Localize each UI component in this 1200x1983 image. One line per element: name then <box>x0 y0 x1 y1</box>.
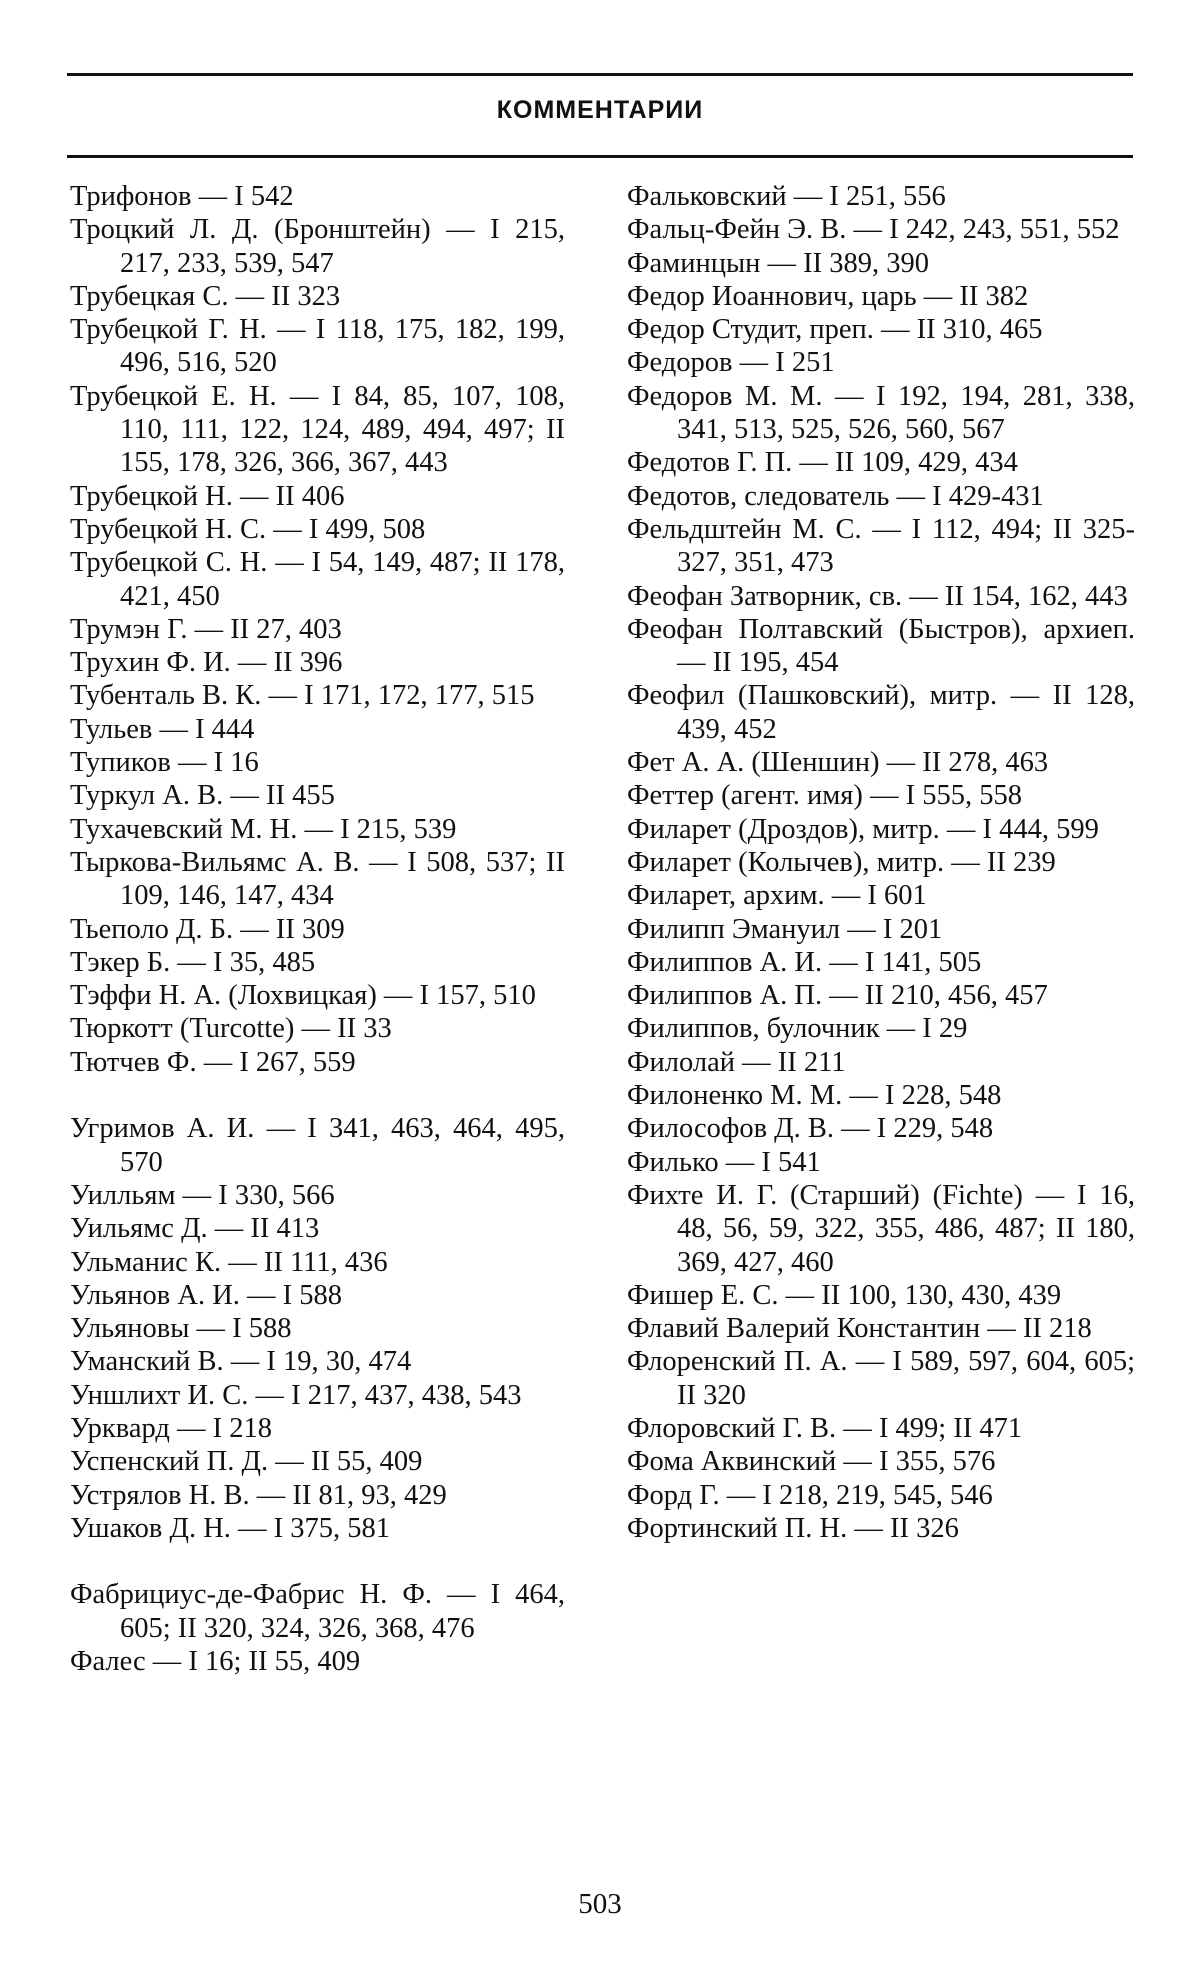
index-entry: Филарет (Колычев), митр. — II 239 <box>627 846 1056 878</box>
index-entry: Тьеполо Д. Б. — II 309 <box>70 913 345 945</box>
index-entry: Трубецкой Н. С. — I 499, 508 <box>70 513 426 545</box>
index-entry: Урквард — I 218 <box>70 1412 272 1444</box>
index-entry: Феофан Затворник, св. — II 154, 162, 443 <box>627 580 1128 612</box>
index-entry: Флоренский П. А. — I 589, 597, 604, 605; II 320 <box>627 1346 1135 1411</box>
index-entry: Уилльям — I 330, 566 <box>70 1179 335 1211</box>
index-entry: Трубецкая С. — II 323 <box>70 280 341 312</box>
index-entry: Филолай — II 211 <box>627 1046 846 1078</box>
index-entry: Успенский П. Д. — II 55, 409 <box>70 1446 423 1478</box>
index-entry: Фортинский П. Н. — II 326 <box>627 1512 959 1544</box>
index-entry: Филарет (Дроздов), митр. — I 444, 599 <box>627 813 1099 845</box>
index-entry: Федоров М. М. — I 192, 194, 281, 338, 341, 513, 525, 526, 560, 567 <box>627 380 1135 446</box>
index-entry: Феофан Полтавский (Быстров), архиеп. — II 195, 454 <box>627 613 1135 679</box>
index-entry: Фет А. А. (Шеншин) — II 278, 463 <box>627 747 1049 779</box>
page-number: 503 <box>578 1888 622 1920</box>
index-entry: Туркул А. В. — II 455 <box>70 780 335 812</box>
index-entry: Тэффи Н. А. (Лохвицкая) — I 157, 510 <box>70 980 536 1012</box>
index-entry: Феттер (агент. имя) — I 555, 558 <box>627 780 1023 812</box>
running-header: КОММЕНТАРИИ <box>496 96 704 124</box>
index-entry: Филипп Эмануил — I 201 <box>627 913 943 945</box>
index-entry: Федотов, следователь — I 429-431 <box>627 480 1044 512</box>
index-entry: Фальц-Фейн Э. В. — I 242, 243, 551, 552 <box>627 214 1120 246</box>
index-entry: Флоровский Г. В. — I 499; II 471 <box>627 1412 1023 1444</box>
index-entry: Тэкер Б. — I 35, 485 <box>70 946 316 978</box>
index-entry: Филиппов А. П. — II 210, 456, 457 <box>627 980 1048 1012</box>
index-entry: Фихте И. Г. (Старший) (Fichte) — I 16, 48, 56, 59, 322, 355, 486, 487; II 180, 369, 427, 460 <box>627 1179 1135 1278</box>
index-entry: Фальковский — I 251, 556 <box>627 181 946 212</box>
index-entry: Фельдштейн М. С. — I 112, 494; II 325-327, 351, 473 <box>627 513 1135 579</box>
index-entry: Фаминцын — II 389, 390 <box>627 247 929 279</box>
index-entry: Тухачевский М. Н. — I 215, 539 <box>70 813 457 845</box>
top-rule <box>67 73 1133 76</box>
index-entry: Федотов Г. П. — II 109, 429, 434 <box>627 447 1018 479</box>
index-entry: Трифонов — I 542 <box>70 181 294 212</box>
index-entry: Тульев — I 444 <box>70 713 255 745</box>
index-entry: Тюркотт (Turcotte) — II 33 <box>70 1013 392 1045</box>
index-entry: Фома Аквинский — I 355, 576 <box>627 1446 996 1478</box>
index-entry: Тупиков — I 16 <box>70 747 259 779</box>
index-entry: Тубенталь В. К. — I 171, 172, 177, 515 <box>70 680 535 712</box>
index-entry: Трубецкой Г. Н. — I 118, 175, 182, 199, 496, 516, 520 <box>70 314 565 379</box>
index-entry: Трубецкой Е. Н. — I 84, 85, 107, 108, 110, 111, 122, 124, 489, 494, 497; II 155, 178, 326, 366, 367, 443 <box>70 380 565 479</box>
index-entry: Феофил (Пашковский), митр. — II 128, 439, 452 <box>627 680 1135 745</box>
index-column-left <box>70 180 565 1678</box>
section-gap <box>70 1079 565 1112</box>
index-entry: Федор Иоаннович, царь — II 382 <box>627 280 1029 312</box>
index-entry: Форд Г. — I 218, 219, 545, 546 <box>627 1479 993 1511</box>
index-entry: Устрялов Н. В. — II 81, 93, 429 <box>70 1479 447 1511</box>
index-entry: Философов Д. В. — I 229, 548 <box>627 1113 994 1145</box>
index-entry: Федоров — I 251 <box>627 347 835 379</box>
index-entry: Тыркова-Вильямс А. В. — I 508, 537; II 109, 146, 147, 434 <box>70 846 565 912</box>
index-entry: Трухин Ф. И. — II 396 <box>70 647 343 679</box>
index-entry: Тютчев Ф. — I 267, 559 <box>70 1046 356 1078</box>
header-rule <box>67 155 1133 158</box>
index-entry: Ульманис К. — II 111, 436 <box>70 1246 388 1278</box>
index-entry: Ульянов А. И. — I 588 <box>70 1279 343 1311</box>
index-entry: Филоненко М. М. — I 228, 548 <box>627 1080 1002 1112</box>
index-entry: Уманский В. — I 19, 30, 474 <box>70 1346 412 1378</box>
index-entry: Уншлихт И. С. — I 217, 437, 438, 543 <box>70 1379 522 1411</box>
index-entry: Трубецкой С. Н. — I 54, 149, 487; II 178, 421, 450 <box>70 547 565 612</box>
index-entry: Филько — I 541 <box>627 1146 821 1178</box>
index-entry: Федор Студит, преп. — II 310, 465 <box>627 314 1043 346</box>
index-entry: Филиппов, булочник — I 29 <box>627 1013 968 1045</box>
index-entry: Ульяновы — I 588 <box>70 1313 292 1345</box>
index-entry: Троцкий Л. Д. (Бронштейн) — I 215, 217, 233, 539, 547 <box>70 214 565 279</box>
index-entry: Фабрициус-де-Фабрис Н. Ф. — I 464, 605; II 320, 324, 326, 368, 476 <box>70 1579 565 1644</box>
index-entry: Фишер Е. С. — II 100, 130, 430, 439 <box>627 1279 1062 1311</box>
index-entry: Флавий Валерий Константин — II 218 <box>627 1313 1092 1345</box>
index-entry: Трумэн Г. — II 27, 403 <box>70 613 342 645</box>
index-entry: Трубецкой Н. — II 406 <box>70 480 345 512</box>
index-column-right <box>627 180 1135 1545</box>
index-entry: Уильямс Д. — II 413 <box>70 1213 320 1245</box>
index-entry: Филарет, архим. — I 601 <box>627 880 927 912</box>
index-entry: Ушаков Д. Н. — I 375, 581 <box>70 1512 391 1544</box>
section-gap <box>70 1545 565 1578</box>
index-entry: Угримов А. И. — I 341, 463, 464, 495, 570 <box>70 1113 565 1178</box>
index-entry: Фалес — I 16; II 55, 409 <box>70 1646 361 1678</box>
index-entry: Филиппов А. И. — I 141, 505 <box>627 946 982 978</box>
